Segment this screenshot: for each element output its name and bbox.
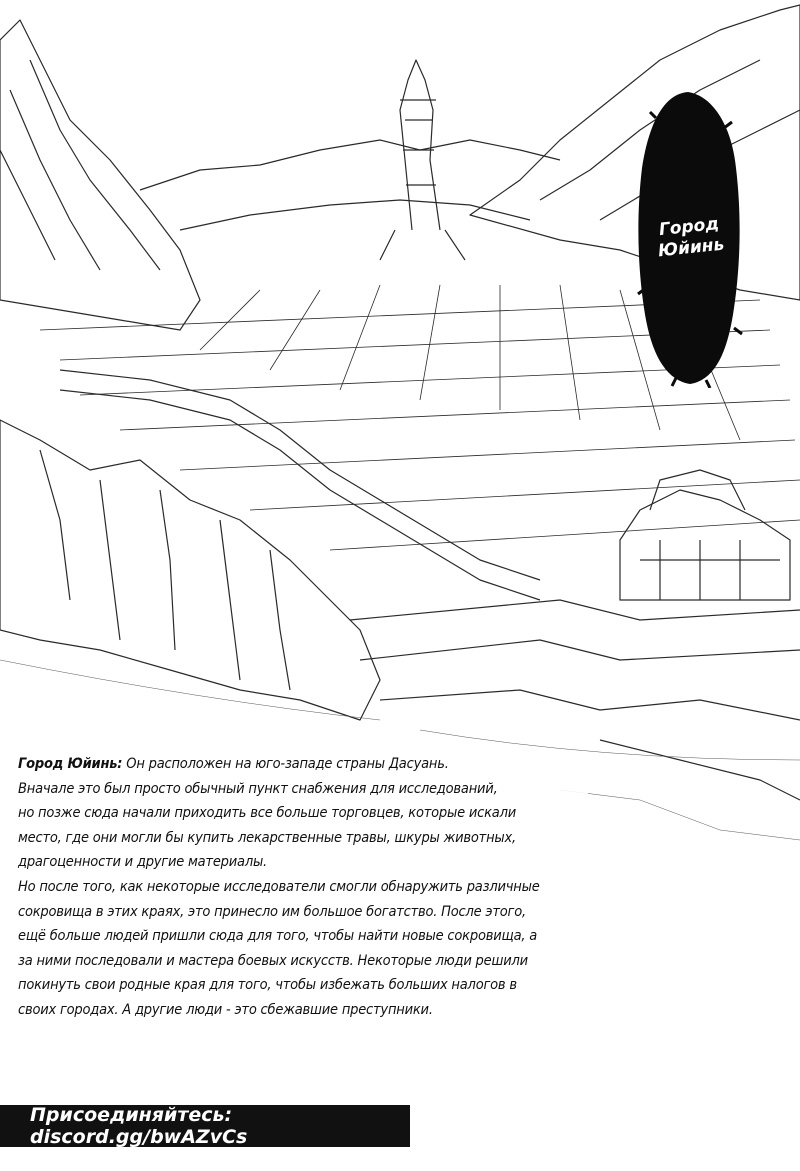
city-gate	[620, 490, 790, 600]
left-mountain	[0, 20, 200, 330]
location-badge	[636, 88, 744, 388]
description-lead: Он расположен на юго-западе страны Дасуань.	[126, 756, 449, 772]
badge-line1: Город	[657, 213, 720, 241]
description-line: своих городах. А другие люди - это сбежавшие преступники.	[18, 1001, 433, 1018]
description-line: ещё больше людей пришли сюда для того, чтобы найти новые сокровища, а	[18, 928, 538, 945]
description-line: но позже сюда начали приходить все больше торговцев, которые искали	[18, 805, 517, 822]
city-wall	[60, 370, 540, 580]
description-line: драгоценности и другие материалы.	[18, 854, 267, 871]
description-text	[18, 752, 588, 1023]
description-first-line	[18, 752, 588, 777]
discord-banner[interactable]	[0, 1105, 410, 1147]
description-line: место, где они могли бы купить лекарственные травы, шкуры животных,	[18, 829, 516, 846]
badge-line2: Юйинь	[657, 234, 726, 262]
description-line: покинуть свои родные края для того, чтобы избежать больших налогов в	[18, 977, 517, 994]
description-line: Но после того, как некоторые исследователи смогли обнаружить различные	[18, 878, 540, 895]
far-hills	[140, 140, 560, 190]
description-title: Город Юйинь:	[18, 756, 123, 772]
description-line: сокровища в этих краях, это принесло им большое богатство. После этого,	[18, 903, 526, 920]
description-line: Вначале это был просто обычный пункт снабжения для исследований,	[18, 780, 498, 797]
discord-link-text[interactable]: Присоединяйтесь: discord.gg/bwAZvCs	[30, 1104, 248, 1148]
central-tower	[400, 60, 440, 230]
description-line: за ними последовали и мастера боевых искусств. Некоторые люди решили	[18, 952, 528, 969]
right-mountain	[470, 5, 800, 300]
